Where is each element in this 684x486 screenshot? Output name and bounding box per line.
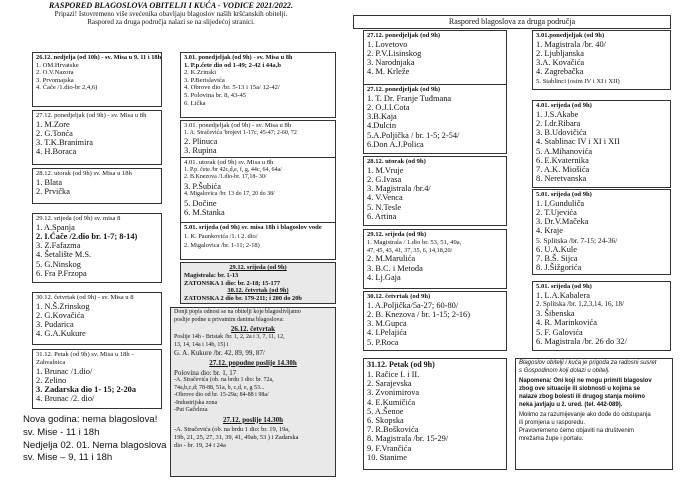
- street-item: 2. Zelino: [36, 375, 67, 385]
- street-item: 2. O.J.I.Cota: [367, 103, 410, 112]
- note-line: ili promjena u rasporedu.: [519, 420, 586, 427]
- street-item: 6. Fra P.Frzopa: [36, 268, 87, 278]
- street-item: 4. Kraje: [536, 226, 563, 236]
- note-line: 19b, 21, 25, 27, 31, 39, 41, 49ab, 53 ) i Zadarska: [174, 433, 299, 441]
- blessing-note-box: [515, 358, 673, 470]
- street-item: 1. OM.Hrvatske: [36, 61, 79, 69]
- note-line: Polovina dio: br. 1, 17: [174, 368, 237, 377]
- street-item: 5.A.Poljička / br. 1-5; 2-54/: [367, 130, 460, 140]
- schedule-box-dec28: [32, 168, 162, 204]
- street-item: 1. P.p.čete dio od 1-49; 2-42 i 44a,b: [184, 61, 282, 69]
- street-item: 6. Lička: [184, 99, 206, 107]
- street-item: 3. Šibenska: [536, 309, 575, 319]
- box-header: 31.12. Petak (od 9h): [367, 360, 435, 369]
- street-item: 3.B.Kaja: [367, 112, 397, 122]
- street-item: 3. Magistrala /br.4/: [367, 184, 431, 194]
- street-item: 1. I.Gunduliča: [536, 198, 585, 208]
- schedule-box-jan3-a: [180, 52, 336, 118]
- street-item: 1. N.Š.Zrinskog: [36, 301, 90, 311]
- schedule-header: [4, 2, 338, 26]
- schedule-box-jan5-other-2: [532, 281, 671, 351]
- street-item: 1. K. Paunkovića /1. i 2. dio/: [184, 232, 258, 240]
- schedule-box-dec30-other: [363, 291, 507, 351]
- schedule-title: RASPORED BLAGOSLOVA OBITELJI I KUĆA - VODICE 2021/2022.: [48, 1, 294, 10]
- note-line: 13, 14, 14a i 14b, 15) i: [174, 341, 229, 348]
- schedule-box-dec27: [32, 110, 162, 165]
- note-line: Poslije 14h - Bristak /br. 1, 2, 2a i 3, 7, 11, 12,: [174, 334, 285, 340]
- box-header: 31.12. Petak (od 9h) sv. Misa u 18h - Zahvalnica: [36, 351, 134, 366]
- box-header: 4.01. srijeda (od 9h): [536, 102, 592, 109]
- street-item: 5. Stablinci (osim IV i XI i XII): [536, 77, 620, 85]
- date-heading: 26.12. četvrtak: [230, 325, 276, 333]
- street-item: 4. G.A.Kukure: [36, 329, 86, 339]
- street-item: 6. Skopska: [367, 416, 404, 426]
- date-heading: 29.12. srijeda (od 9h): [229, 264, 287, 271]
- street-item: 2. I.Ćače /2.dio br. 1-7; 8-14): [36, 232, 138, 241]
- street-item: 2. B. Knezova / br. 1-15; 2-16): [367, 310, 471, 319]
- street-item: Magistrala: br. 1-13: [184, 271, 239, 279]
- street-item: 5. Polovina br. 8, 43-45: [184, 91, 247, 99]
- street-item: 6. Artina: [367, 211, 397, 221]
- street-item: 5. Splitska /br. 7-15; 24-36/: [536, 235, 618, 245]
- street-item: 3. M.Gupca: [367, 319, 407, 329]
- street-item: 4. Šetalište M.S.: [36, 250, 92, 260]
- street-item: 5. Dočine: [184, 198, 217, 208]
- note-line: -Industrijska zona: [174, 399, 218, 406]
- note-line: Donji popis odnosi se na obitelji koje blagoslivljamo: [174, 309, 301, 315]
- box-header: 5.01. srijeda (od 9h): [536, 283, 592, 290]
- street-item: 7. R.Boškovića: [367, 425, 419, 435]
- street-item: 2. M.Marulića: [367, 254, 416, 264]
- street-item: 3. Pudarica: [36, 320, 74, 330]
- street-item: 3. B.C. i Metoda: [367, 263, 423, 273]
- street-item: 4. Zagrebačka: [536, 67, 584, 77]
- schedule-box-jan5: [180, 222, 336, 260]
- box-header: 29.12. srijeda (od 9h): [367, 231, 427, 238]
- street-item: 4. E.Kumičića: [367, 397, 416, 407]
- street-item: 1. L.A.Kabalera: [536, 290, 590, 300]
- box-header: 3.01. ponedjeljak (od 9h) - sv. Misa u 8h: [184, 122, 292, 129]
- date-heading: 27.12. poslije 14.30h: [222, 415, 284, 424]
- street-item: 3. Narodnjaka: [367, 58, 415, 68]
- street-item: 4. R. Marinkovića: [536, 318, 597, 328]
- note-line: -Put Gačeleza: [174, 407, 208, 413]
- schedule-box-dec27-other-2: [363, 84, 507, 154]
- street-item: 2. G.Ivasa: [367, 175, 402, 184]
- street-item: 3. Z.Fafazma: [36, 241, 81, 251]
- schedule-box-jan3-b: [180, 120, 336, 160]
- street-item: 3.A. Kovačića: [536, 58, 585, 68]
- street-item: 1. Magistrala / 1.dio br. 53, 51, 49a,: [367, 238, 462, 246]
- street-item: 1. P.p. čete /br 42c,d,e, f, g, 44c, 64, 64a/: [184, 166, 282, 173]
- street-item: 2. Prvička: [36, 187, 70, 196]
- street-item: 8. Magistrala /br. 15-29/: [367, 434, 449, 444]
- street-item: 1. M.Vruje: [367, 165, 404, 175]
- street-item: 2. Splitska /br. 1,2,3,14, 16, 18/: [536, 300, 624, 308]
- street-item: 6. E.Kvaternika: [536, 155, 589, 165]
- street-item: 4. Lj.Gaja: [367, 272, 401, 282]
- street-item: 3. Zvonimirova: [367, 388, 420, 398]
- street-item: 1. T. Dr. Franje Tuđmana: [367, 93, 452, 103]
- street-item: 4. Brunac /2. dio/: [36, 394, 95, 404]
- street-item: 10. Stanime: [367, 452, 408, 462]
- street-item: 4.Dulcin: [367, 121, 397, 131]
- street-item: ZATONSKA 1 dio: br. 2-18; 15-177: [184, 279, 281, 287]
- note-line: neka javljaju u ž. ured. (tel. 442-089).: [519, 401, 623, 408]
- box-header: 4.01. utorak (od 9h) sv. Misa u 8h: [184, 159, 274, 166]
- afternoon-schedule-box: [170, 307, 336, 477]
- box-header: 29.12. srijeda (od 9h) sv. misa 8: [36, 215, 121, 222]
- street-item: 3. Dr.V.Mačeka: [536, 217, 589, 227]
- schedule-box-jan5-other: [532, 189, 671, 275]
- street-item: 3. B.Udovičića: [536, 128, 587, 138]
- street-item: ZATONSKA 2 dio br. 179-211; i 200 do 20b: [184, 295, 302, 303]
- notice-line: sv. Mise – 9, 11 i 18h: [23, 452, 113, 464]
- street-item: 3. Zadarska dio 1- 15; 2-20a: [36, 385, 137, 394]
- street-item: 5. A.Šenoe: [367, 406, 404, 416]
- schedule-box-zatonska: [180, 262, 336, 304]
- street-item: 5. A.Mihanovića: [536, 146, 593, 156]
- box-header: 26.12. nedjelja (od 10h) - sv. Misa u 9, 11 i 18h: [36, 54, 162, 61]
- date-heading: 27.12. popodne poslije 14.30h: [209, 358, 297, 367]
- street-item: 4. Ćače /1.dio-br 2,4,6): [36, 84, 98, 92]
- notice-line: sv. Mise - 11 i 18h: [23, 426, 100, 438]
- schedule-box-jan4: [180, 157, 336, 224]
- street-item: 1. Brunac /1.dio/: [36, 366, 93, 376]
- box-header: 27.12. ponedjeljak (od 9h) - sv. Misa u 8h: [36, 112, 147, 119]
- left-page: [0, 0, 338, 486]
- street-item: 2. Plinuca: [184, 136, 218, 146]
- street-item: 2. O.V.Nazora: [36, 69, 74, 77]
- note-line: -Obrove dio od br. 15-29a; 84-88 i 98a/: [174, 392, 269, 398]
- box-header: 30.12. četvrtak (od 9h): [367, 293, 431, 300]
- street-item: 5. P.Roca: [367, 337, 399, 347]
- date-heading: 30.12. četvrtak (od 9h): [227, 287, 289, 295]
- note-line: poslije podne u privatnim danima blagoslova:: [174, 316, 284, 323]
- schedule-box-jan4-other: [532, 100, 671, 188]
- schedule-box-jan3-other: [532, 30, 671, 90]
- note-line: -A. Stračevića (ob. na brdu 1 dio: br. 72a,: [174, 377, 274, 383]
- note-line: Pravovremeno ćemo objaviti na društvenim: [519, 428, 635, 435]
- street-item: 2. Ljubljanska: [536, 49, 584, 58]
- schedule-box-dec27-other: [363, 30, 507, 88]
- note-line: zbog ove situacije ili slobnosti u kojima se: [519, 385, 641, 392]
- street-item: 5. N.Tesle: [367, 202, 402, 212]
- header-line-1: Pripazi! Istovremeno više svećenika obavljaju blagoslov naših kršćanskih obitelji.: [54, 10, 288, 19]
- schedule-box-dec31: [32, 349, 162, 409]
- box-header: 3.01. ponedjeljak (od 9h) - sv. Misa u 8h: [184, 54, 293, 61]
- street-item: 4. Migalovica /br. 13 do 17, 20 do 38/: [184, 191, 275, 198]
- street-item: 4. Stablinac IV i XI i XII: [536, 137, 620, 147]
- street-item: 7. A.K. Miošića: [536, 165, 590, 175]
- street-item: 1. J.S.Akabe: [536, 109, 579, 119]
- street-item: 1. A.Poljička/5a-27; 60-80/: [367, 300, 459, 310]
- street-item: 6. M.Stanka: [184, 207, 225, 217]
- street-item: 47, 45, 43, 41, 37, 35, 6, 14,18,20/: [367, 246, 453, 254]
- header-line-2: Raspored za druga područja nalazi se na slijedećoj stranici.: [87, 18, 255, 27]
- box-header: 30.12. četvrtak (od 9h) - sv. Misa u 8: [36, 294, 134, 301]
- note-line: nalaze zbog bolesti ili drugog stanja molimo: [519, 393, 646, 400]
- street-item: 4. Obrove dio /br. 5-13 i 15a/ 12-42/: [184, 84, 280, 92]
- note-line: Napomena: Oni koji ne mogu primiti blagoslov: [519, 377, 652, 384]
- street-item: 1. A. Stračevića 'brojevi 1-17c, 45-47; 2-60, 72: [184, 129, 297, 136]
- street-item: 3. T.K.Branimira: [36, 138, 93, 148]
- box-header: 27.12. ponedjeljak (od 9h): [367, 32, 441, 39]
- note-line: mrežama župe i portalu.: [519, 436, 584, 443]
- box-header: 5.01. srijeda (od 9h): [536, 191, 592, 198]
- street-item: 2. Migalovica /br. 1-11; 2-18): [184, 242, 260, 249]
- note-line: -A. Stračevića (ob. na brdu 1 dio: br. 19, 19a,: [174, 425, 290, 433]
- street-item: 5. G.Ninskog: [36, 259, 81, 269]
- note-line: Blagoslov obitelji i kuća je prigoda za radosni susret: [519, 360, 657, 366]
- note-line: G. A. Kukure /br. 42, 89, 99, 87/: [174, 349, 265, 357]
- street-item: 2. T.Ujevića: [536, 208, 577, 217]
- street-item: 1. Blata: [36, 177, 63, 187]
- street-item: 2. K.Zrinski: [184, 69, 217, 77]
- box-header: 28.12. utorak (od 9h): [367, 158, 426, 165]
- street-item: 4. H.Boraca: [36, 147, 77, 157]
- street-item: 9. F.Vrančića: [367, 443, 412, 453]
- street-item: 4. M. Krleže: [367, 67, 410, 77]
- street-item: 2. I.dr.Ribara: [536, 119, 581, 128]
- street-item: 8. J.Šižgorića: [536, 263, 582, 273]
- street-item: 1. A.Spanja: [36, 222, 75, 232]
- street-item: 1. M.Zore: [36, 119, 70, 129]
- street-item: 6. Magistrala /br. 26 do 32/: [536, 336, 627, 346]
- street-item: 3. Prvomajska: [36, 76, 74, 84]
- street-item: 2. P.V.Lisinskog: [367, 49, 422, 58]
- right-page: [345, 0, 684, 486]
- street-item: 6.Don A.J.Polica: [367, 139, 424, 149]
- note-line: s Gospodinom koji dolazi u obitelj.: [519, 367, 610, 374]
- street-item: 2. Sarajevska: [367, 379, 412, 389]
- box-header: 28.12. utorak (od 9h) sv. Misa u 18h: [36, 170, 132, 177]
- street-item: 2. G.Kovačića: [36, 311, 85, 320]
- other-areas-title: Raspored blagoslova za druga područja: [353, 15, 671, 29]
- street-item: 3. Rupina: [184, 146, 217, 155]
- schedule-box-dec30: [32, 292, 162, 345]
- street-item: 2. G.Tonća: [36, 129, 73, 138]
- notice-line: Nova godina: nema blagoslova!: [23, 414, 158, 425]
- street-item: 5. F. Galovića: [536, 327, 583, 337]
- street-item: 1. Lovetovo: [367, 39, 408, 49]
- schedule-box-dec26: [32, 52, 162, 107]
- note-line: 74a,b,c,d; 78-88, 51a, b, c,d, e, g 53...: [174, 384, 265, 391]
- street-item: 4. I.Pelajića: [367, 328, 407, 338]
- holiday-notice: [23, 414, 166, 465]
- note-line: dio - br. 19, 24 i 24a: [174, 441, 226, 449]
- street-item: 4. V.Venca: [367, 193, 403, 203]
- street-item: 8. Neretvanska: [536, 174, 587, 184]
- street-item: 3. P.Šubića: [184, 181, 221, 191]
- schedule-box-dec29: [32, 213, 162, 283]
- box-header: 5.01. srijeda (od 9h) sv. misa 18h i blagoslov vode: [184, 224, 322, 231]
- note-line: Molimo za razumijevanje ako dođe do odstupanja: [519, 412, 651, 419]
- box-header: 3.01.ponedjeljak (od 9h): [536, 32, 605, 39]
- notice-line: Nedjelja 02. 01. Nema blagoslova: [23, 439, 167, 451]
- street-item: 1. Račice I. i II.: [367, 370, 420, 379]
- box-header: 27.12. ponedjeljak (od 9h): [367, 86, 441, 93]
- street-item: 1. Magistrala /br. 40/: [536, 39, 607, 49]
- street-item: 3. P.Berislavića: [184, 76, 225, 84]
- street-item: 2. B.Knezova /1.dio-br. 17,18- 30/: [184, 174, 267, 181]
- schedule-box-dec31-other: [363, 358, 507, 470]
- schedule-box-dec29-other: [363, 229, 507, 289]
- street-item: 6. U.A.Kule: [536, 244, 577, 254]
- schedule-box-dec28-other: [363, 156, 507, 226]
- street-item: 7. B.Š. Sijca: [536, 254, 578, 264]
